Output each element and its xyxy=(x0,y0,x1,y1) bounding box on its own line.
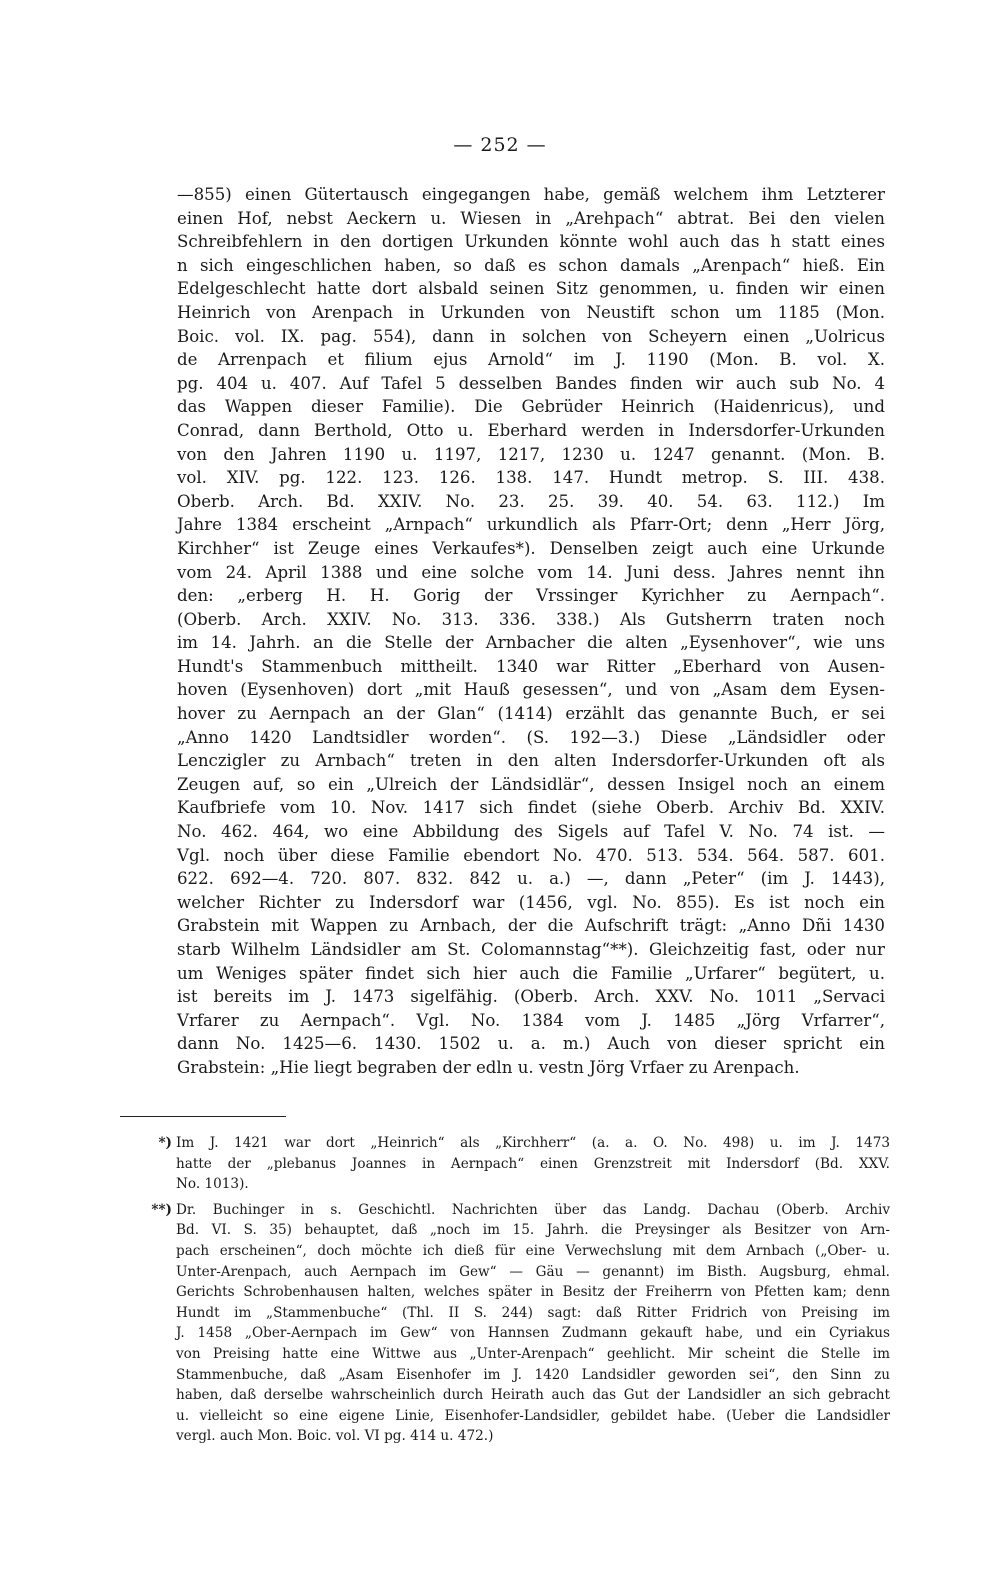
text-line: im 14. Jahrh. an die Stelle der Arnbacher die alten „Eysenhover“, wie uns xyxy=(177,633,885,653)
text-line: Heinrich von Arenpach in Urkunden von Neustift schon um 1185 (Mon. xyxy=(177,302,885,322)
footnote-line: hatte der „plebanus Joannes in Aernpach“ einen Grenzstreit mit Indersdorf (Bd. XXV. xyxy=(176,1155,890,1172)
text-line: um Weniges später findet sich hier auch die Familie „Urfarer“ begütert, u. xyxy=(177,963,885,983)
text-line: (Oberb. Arch. XXIV. No. 313. 336. 338.) Als Gutsherrn traten noch xyxy=(177,609,885,629)
footnote-line: J. 1458 „Ober-Aernpach im Gew“ von Hannsen Zudmann gekauft habe, und ein Cyriakus xyxy=(176,1325,890,1342)
footnote-line: vergl. auch Mon. Boic. vol. VI pg. 414 u. 472.) xyxy=(176,1428,494,1445)
footnote-line: Stammenbuche, daß „Asam Eisenhofer im J. 1420 Landsidler geworden sei“, den Sinn zu xyxy=(176,1366,890,1383)
text-line: starb Wilhelm Ländsidler am St. Colomannstag“**). Gleichzeitig fast, oder nur xyxy=(177,940,885,959)
main-text xyxy=(177,183,885,1080)
text-line: —855) einen Gütertausch eingegangen habe, gemäß welchem ihm Letzterer xyxy=(177,185,885,204)
text-line: den: „erberg H. H. Gorig der Vrssinger Kyrichher zu Aernpach“. xyxy=(177,586,885,606)
footnote-line: pach erscheinen“, doch möchte ich dieß für eine Verwechslung mit dem Arnbach („Ober- u. xyxy=(176,1242,890,1259)
text-line: Vgl. noch über diese Familie ebendort No. 470. 513. 534. 564. 587. 601. xyxy=(177,845,885,865)
text-line: Grabstein: „Hie liegt begraben der edln u. vestn Jörg Vrfaer zu Arenpach. xyxy=(177,1057,800,1077)
text-line: Kirchher“ ist Zeuge eines Verkaufes*). Denselben zeigt auch eine Urkunde xyxy=(177,538,885,558)
footnote-line: Im J. 1421 war dort „Heinrich“ als „Kirchherr“ (a. a. O. No. 498) u. im J. 1473 xyxy=(176,1135,890,1151)
text-line: Vrfarer zu Aernpach“. Vgl. No. 1384 vom J. 1485 „Jörg Vrfarrer“, xyxy=(177,1010,885,1030)
text-line: dann No. 1425—6. 1430. 1502 u. a. m.) Auch von dieser spricht ein xyxy=(177,1034,885,1054)
text-line: Zeugen auf, so ein „Ulreich der Ländsidlär“, dessen Insigel noch an einem xyxy=(177,774,885,794)
footnote-divider xyxy=(120,1116,286,1117)
footnote-line: Bd. VI. S. 35) behauptet, daß „noch im 15. Jahrh. die Preysinger als Besitzer von Arn- xyxy=(176,1222,890,1239)
text-line: Schreibfehlern in den dortigen Urkunden könnte wohl auch das h statt eines xyxy=(177,232,885,252)
footnote xyxy=(120,1200,890,1447)
text-line: n sich eingeschlichen haben, so daß es schon damals „Arenpach“ hieß. Ein xyxy=(177,255,885,275)
text-line: Boic. vol. IX. pag. 554), dann in solchen von Scheyern einen „Uolricus xyxy=(177,326,885,346)
footnote-line: No. 1013). xyxy=(176,1176,249,1193)
text-line: von den Jahren 1190 u. 1197, 1217, 1230 u. 1247 genannt. (Mon. B. xyxy=(177,444,885,464)
text-line: No. 462. 464, wo eine Abbildung des Sigels auf Tafel V. No. 74 ist. — xyxy=(177,822,885,842)
text-line: Jahre 1384 erscheint „Arnpach“ urkundlich als Pfarr-Ort; denn „Herr Jörg, xyxy=(177,515,885,535)
text-line: Conrad, dann Berthold, Otto u. Eberhard werden in Indersdorfer-Urkunden xyxy=(177,420,885,440)
footnote-line: u. vielleicht so eine eigene Linie, Eisenhofer-Landsidler, gebildet habe. (Ueber die Landsidler xyxy=(176,1407,890,1424)
footnote-line: Hundt im „Stammenbuche“ (Thl. II S. 244) sagt: daß Ritter Fridrich von Preising im xyxy=(176,1304,890,1321)
text-line: pg. 404 u. 407. Auf Tafel 5 desselben Bandes finden wir auch sub No. 4 xyxy=(177,373,885,393)
text-line: einen Hof, nebst Aeckern u. Wiesen in „Arehpach“ abtrat. Bei den vielen xyxy=(177,208,885,228)
text-line: „Anno 1420 Landtsidler worden“. (S. 192—3.) Diese „Ländsidler oder xyxy=(177,727,885,747)
footnote-line: Dr. Buchinger in s. Geschichtl. Nachrichten über das Landg. Dachau (Oberb. Archiv xyxy=(176,1201,890,1218)
text-line: vol. XIV. pg. 122. 123. 126. 138. 147. Hundt metrop. S. III. 438. xyxy=(177,468,885,488)
footnote-line: haben, daß derselbe wahrscheinlich durch Heirath auch das Gut der Landsidler an sich gebracht xyxy=(176,1387,890,1404)
footnote-marker: **) xyxy=(151,1201,172,1218)
text-line: Oberb. Arch. Bd. XXIV. No. 23. 25. 39. 40. 54. 63. 112.) Im xyxy=(177,491,885,511)
text-line: welcher Richter zu Indersdorf war (1456, vgl. No. 855). Es ist noch ein xyxy=(177,892,885,912)
text-line: de Arrenpach et filium ejus Arnold“ im J. 1190 (Mon. B. vol. X. xyxy=(177,350,885,370)
text-line: ist bereits im J. 1473 sigelfähig. (Oberb. Arch. XXV. No. 1011 „Servaci xyxy=(177,987,885,1007)
text-line: hover zu Aernpach an der Glan“ (1414) erzählt das genannte Buch, er sei xyxy=(177,704,885,724)
text-line: vom 24. April 1388 und eine solche vom 14. Juni dess. Jahres nennt ihn xyxy=(177,562,885,582)
footnote-line: von Preising hatte eine Wittwe aus „Unter-Arenpach“ geehlicht. Mir scheint die Stelle im xyxy=(176,1345,890,1362)
footnotes xyxy=(120,1133,890,1447)
text-line: Lenczigler zu Arnbach“ treten in den alten Indersdorfer-Urkunden oft als xyxy=(177,751,885,771)
text-line: Edelgeschlecht hatte dort alsbald seinen Sitz genommen, u. finden wir einen xyxy=(177,279,885,299)
footnote xyxy=(120,1133,890,1195)
footnote-line: Unter-Arenpach, auch Aernpach im Gew“ — Gäu — genannt) im Bisth. Augsburg, ehmal. xyxy=(176,1263,890,1280)
text-line: Kaufbriefe vom 10. Nov. 1417 sich findet (siehe Oberb. Archiv Bd. XXIV. xyxy=(177,798,885,818)
page-number: — 252 — xyxy=(453,134,547,156)
footnote-marker: *) xyxy=(158,1135,172,1151)
text-line: Hundt's Stammenbuch mittheilt. 1340 war Ritter „Eberhard von Ausen- xyxy=(177,656,885,676)
text-line: 622. 692—4. 720. 807. 832. 842 u. a.) —, dann „Peter“ (im J. 1443), xyxy=(177,869,885,889)
text-line: Grabstein mit Wappen zu Arnbach, der die Aufschrift trägt: „Anno Dñi 1430 xyxy=(177,916,885,936)
footnote-line: Gerichts Schrobenhausen halten, welches später in Besitz der Freiherrn von Pfetten kam; denn xyxy=(176,1284,890,1301)
text-line: das Wappen dieser Familie). Die Gebrüder Heinrich (Haidenricus), und xyxy=(177,397,885,417)
text-line: hoven (Eysenhoven) dort „mit Hauß gesessen“, und von „Asam dem Eysen- xyxy=(177,680,885,700)
